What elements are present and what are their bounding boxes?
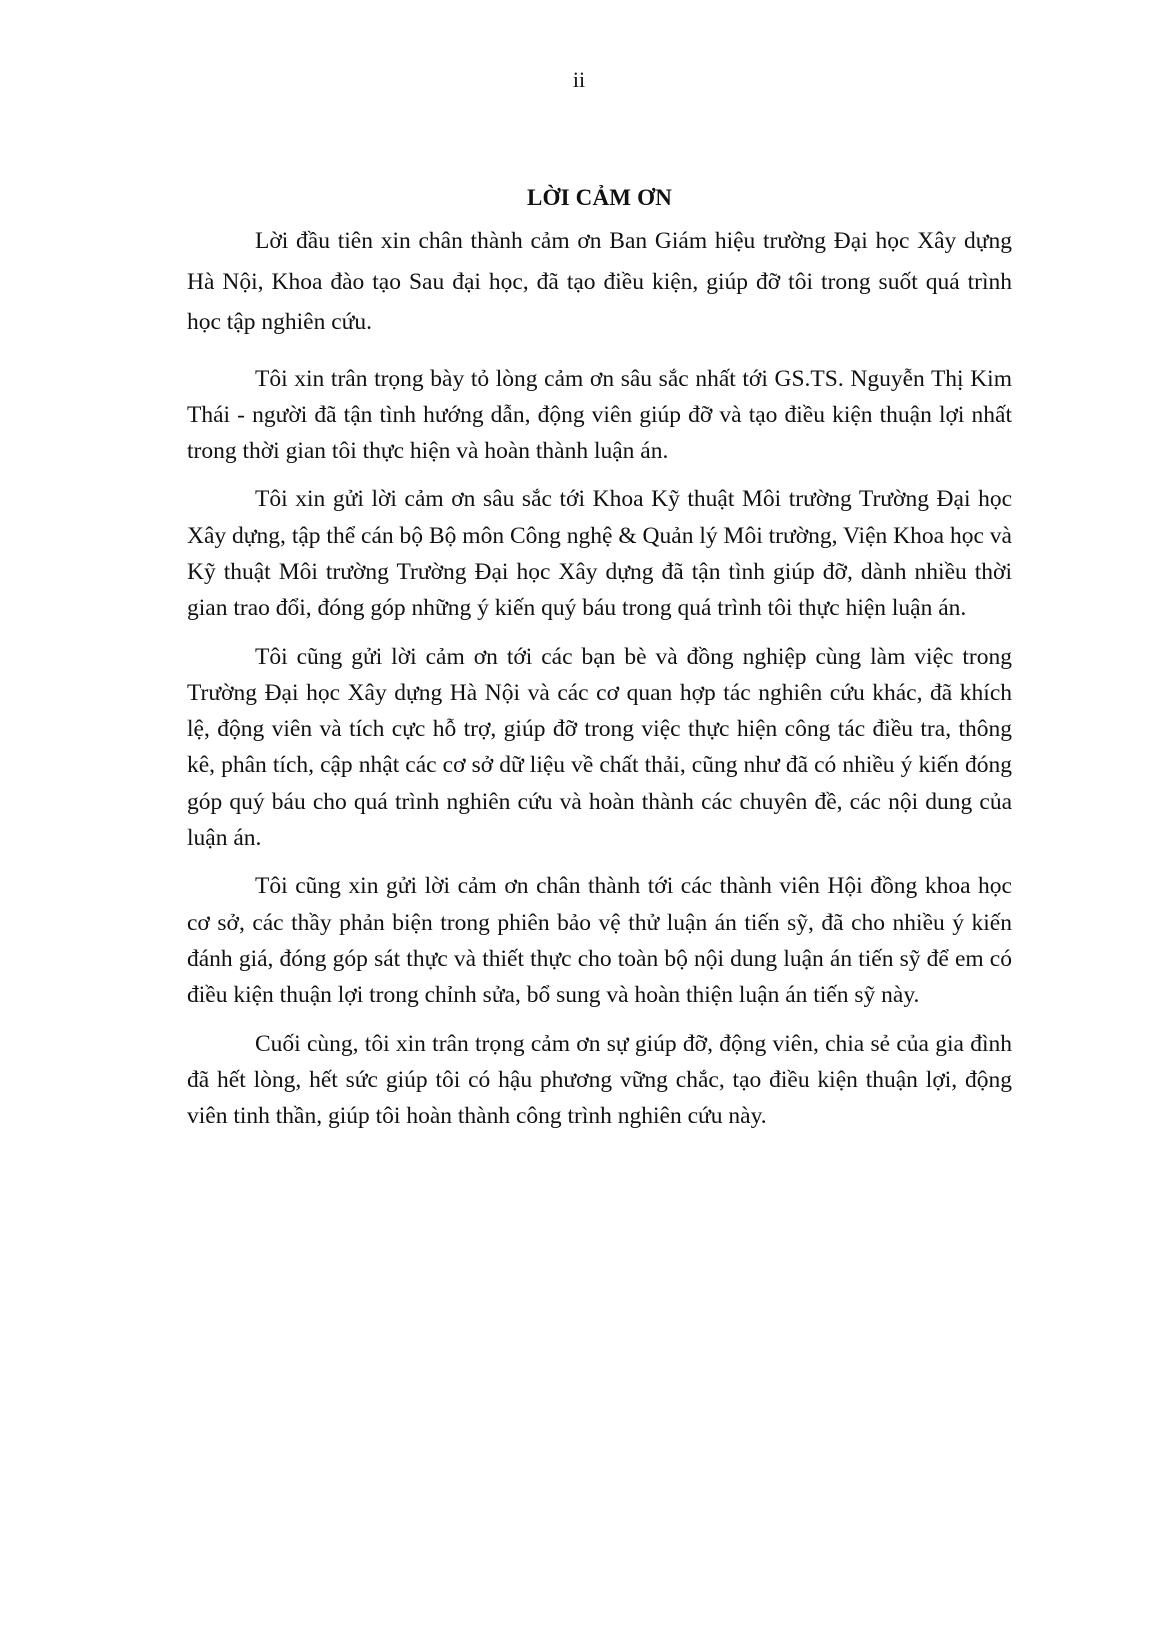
page-number: ii xyxy=(572,67,586,92)
document-body xyxy=(187,183,1012,1146)
paragraph-4: Tôi cũng gửi lời cảm ơn tới các bạn bè và đồng nghiệp cùng làm việc trong Trường Đại học Xây dựng Hà Nội và các cơ quan hợp tác nghiên cứu khác, đã khích lệ, động viên và tích cực hỗ trợ, giúp đỡ trong việc thực hiện công tác điều tra, thông kê, phân tích, cập nhật các cơ sở dữ liệu về chất thải, cũng như đã có nhiều ý kiến đóng góp quý báu cho quá trình nghiên cứu và hoàn thành các chuyên đề, các nội dung của luận án. xyxy=(187,643,1012,852)
paragraph-2: Tôi xin trân trọng bày tỏ lòng cảm ơn sâu sắc nhất tới GS.TS. Nguyễn Thị Kim Thái - người đã tận tình hướng dẫn, động viên giúp đỡ và tạo điều kiện thuận lợi nhất trong thời gian tôi thực hiện và hoàn thành luận án. xyxy=(187,365,1012,465)
paragraph-5: Tôi cũng xin gửi lời cảm ơn chân thành tới các thành viên Hội đồng khoa học cơ sở, các thầy phản biện trong phiên bảo vệ thử luận án tiến sỹ, đã cho nhiều ý kiến đánh giá, đóng góp sát thực và thiết thực cho toàn bộ nội dung luận án tiến sỹ để em có điều kiện thuận lợi trong chỉnh sửa, bổ sung và hoàn thiện luận án tiến sỹ này. xyxy=(187,873,1012,1009)
paragraph-1: Lời đầu tiên xin chân thành cảm ơn Ban Giám hiệu trường Đại học Xây dựng Hà Nội, Khoa đào tạo Sau đại học, đã tạo điều kiện, giúp đỡ tôi trong suốt quá trình học tập nghiên cứu. xyxy=(187,228,1012,335)
page-title: LỜI CẢM ƠN xyxy=(526,185,673,210)
paragraph-6: Cuối cùng, tôi xin trân trọng cảm ơn sự giúp đỡ, động viên, chia sẻ của gia đình đã hết lòng, hết sức giúp tôi có hậu phương vững chắc, tạo điều kiện thuận lợi, động viên tinh thần, giúp tôi hoàn thành công trình nghiên cứu này. xyxy=(187,1030,1012,1130)
paragraph-3: Tôi xin gửi lời cảm ơn sâu sắc tới Khoa Kỹ thuật Môi trường Trường Đại học Xây dựng, tập thể cán bộ Bộ môn Công nghệ & Quản lý Môi trường, Viện Khoa học và Kỹ thuật Môi trường Trường Đại học Xây dựng đã tận tình giúp đỡ, dành nhiều thời gian trao đổi, đóng góp những ý kiến quý báu trong quá trình tôi thực hiện luận án. xyxy=(187,486,1012,622)
